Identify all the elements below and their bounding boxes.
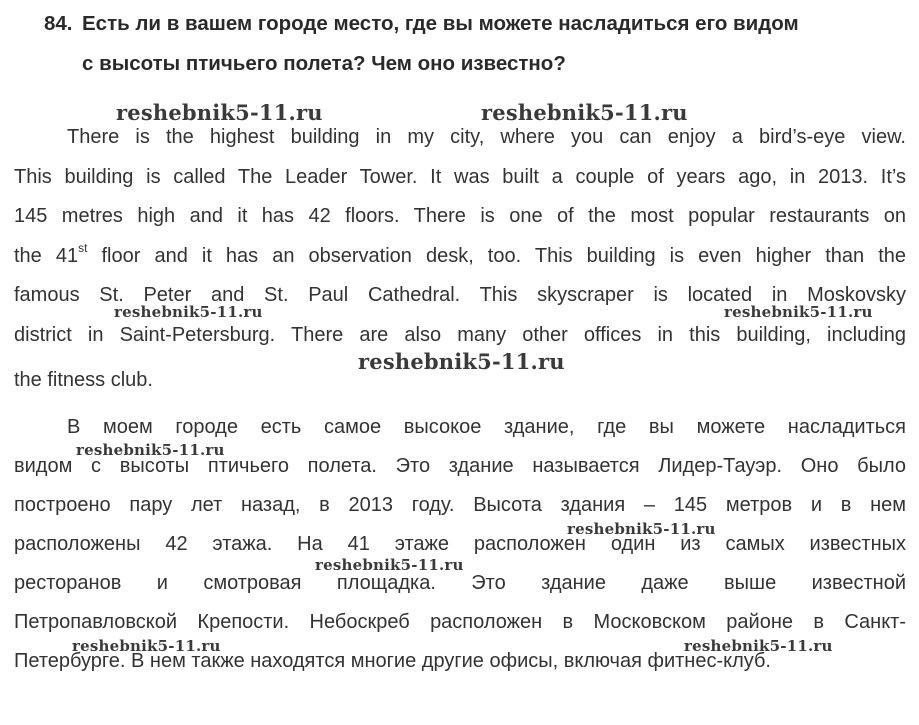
english-line-2: This building is called The Leader Tower. It was built a couple of years ago, in 2013. It’s	[14, 165, 906, 188]
watermark: reshebnik5-11.ru	[684, 637, 833, 655]
question-line-1	[44, 4, 914, 44]
english-line-3: 145 metres high and it has 42 floors. There is one of the most popular restaurants on	[14, 205, 906, 227]
watermark: reshebnik5-11.ru	[315, 556, 464, 574]
watermark: reshebnik5-11.ru	[358, 349, 565, 374]
russian-line-7: Петербурге. В нем также находятся многие другие офисы, включая фитнес-клуб.	[14, 650, 771, 672]
watermark: reshebnik5-11.ru	[567, 520, 716, 538]
english-line-4	[14, 237, 906, 277]
russian-line-4: расположены 42 этажа. На 41 этаже расположен один из самых известных	[14, 533, 906, 555]
watermark: reshebnik5-11.ru	[116, 100, 323, 125]
english-line-6: district in Saint-Petersburg. There are also many other offices in this building, including	[14, 323, 906, 346]
english-line-4-post: floor and it has an observation desk, too. This building is even higher than the	[87, 244, 907, 267]
russian-line-1: В моем городе есть самое высокое здание, где вы можете насладиться	[67, 416, 906, 438]
russian-line-3: построено пару лет назад, в 2013 году. Высота здания – 145 метров и в нем	[14, 494, 906, 516]
watermark: reshebnik5-11.ru	[114, 303, 263, 321]
english-line-5: famous St. Peter and St. Paul Cathedral. This skyscraper is located in Moskovsky	[14, 284, 906, 306]
watermark: reshebnik5-11.ru	[481, 100, 688, 125]
question-line-2: с высоты птичьего полета? Чем оно известно?	[82, 52, 566, 75]
english-line-4-pre: the 41	[14, 244, 79, 267]
english-line-7: the fitness club.	[14, 369, 153, 391]
question-heading	[44, 4, 914, 84]
russian-line-6: Петропавловской Крепости. Небоскреб расположен в Московском районе в Санкт-	[14, 611, 906, 633]
question-text-1: Есть ли в вашем городе место, где вы можете насладиться его видом	[82, 12, 799, 35]
watermark: reshebnik5-11.ru	[724, 303, 873, 321]
watermark: reshebnik5-11.ru	[76, 441, 225, 459]
russian-line-2: видом с высоты птичьего полета. Это здание называется Лидер-Тауэр. Оно было	[14, 455, 906, 477]
russian-line-5: ресторанов и смотровая площадка. Это здание даже выше известной	[14, 572, 906, 594]
watermark: reshebnik5-11.ru	[72, 637, 221, 655]
english-line-1: There is the highest building in my city, where you can enjoy a bird’s-eye view.	[67, 126, 906, 148]
ordinal-suffix: st	[78, 240, 88, 255]
question-number: 84.	[44, 12, 73, 35]
